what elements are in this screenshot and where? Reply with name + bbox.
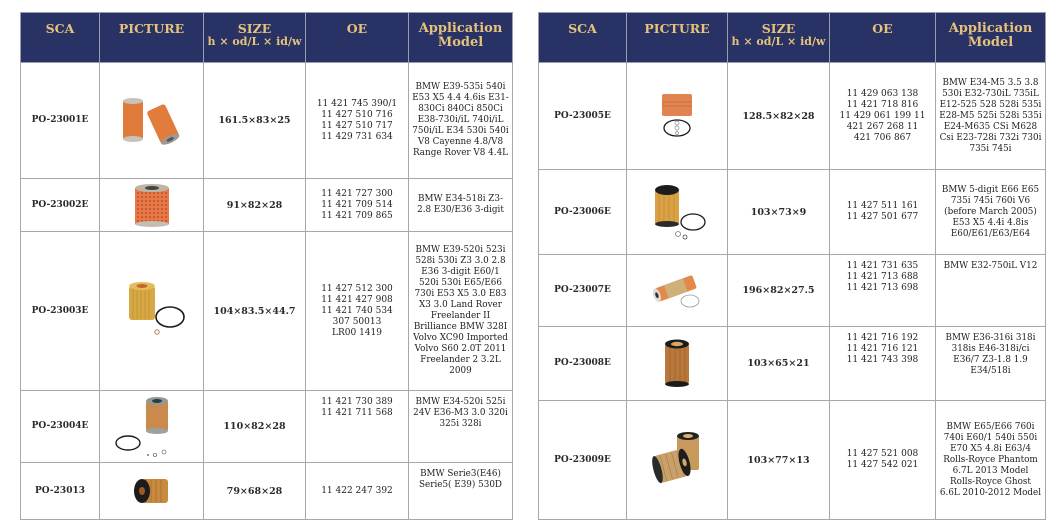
oe-number: 11 421 731 635 bbox=[846, 261, 919, 271]
oe-numbers bbox=[830, 327, 936, 401]
oe-number: 11 421 718 816 bbox=[846, 99, 919, 110]
oe-number: 11 421 727 300 bbox=[321, 188, 393, 199]
header-sca: SCA bbox=[539, 13, 627, 63]
application-model: BMW E39-535i 540i E53 X5 4.4 4.6is E31-830Ci 840Ci 850Ci E38-730i/iL 740i/iL 750i/iL E34 530i 540i V8 Cayenne 4.8/V8 Range Rover V8 4.4L bbox=[409, 63, 513, 179]
size-value: 103×73×9 bbox=[728, 170, 830, 255]
oe-number: 421 267 268 11 bbox=[846, 121, 919, 132]
size-value: 161.5×83×25 bbox=[204, 63, 306, 179]
oe-number: 11 427 501 677 bbox=[846, 212, 919, 222]
long-orange-filter-icon bbox=[652, 271, 702, 311]
size-value: 128.5×82×28 bbox=[728, 63, 830, 170]
picture-cell bbox=[100, 179, 204, 232]
oe-number: 11 421 716 192 bbox=[846, 333, 919, 343]
header-oe: OE bbox=[306, 13, 409, 63]
application-model: BMW E32-750iL V12 bbox=[936, 255, 1046, 327]
table-row bbox=[539, 327, 1046, 401]
size-value: 103×65×21 bbox=[728, 327, 830, 401]
yellow-cartridge-filter-with-oring-icon bbox=[117, 278, 187, 344]
oe-number: 11 429 061 199 11 bbox=[839, 110, 926, 121]
two-tan-cartridge-filters-icon bbox=[647, 430, 707, 490]
header-size-label: SIZE bbox=[237, 21, 272, 36]
oe-number: 11 421 713 688 bbox=[846, 272, 919, 282]
picture-cell bbox=[627, 401, 728, 520]
sca-code: PO-23005E bbox=[539, 63, 627, 170]
application-model: BMW E65/E66 760i 740i E60/1 540i 550i E70 X5 4.8i E63/4 Rolls-Royce Phantom 6.7L 2013 Model Rolls-Royce Ghost 6.6L 2010-2012 Model bbox=[936, 401, 1046, 520]
oe-number: 11 421 745 390/1 bbox=[316, 98, 398, 109]
oe-number: 11 421 730 389 bbox=[321, 397, 393, 407]
application-model: BMW E34-520i 525i 24V E36-M3 3.0 320i 325i 328i bbox=[409, 391, 513, 463]
oe-number: 11 421 709 514 bbox=[321, 199, 393, 210]
oe-number: 11 421 711 568 bbox=[321, 408, 393, 418]
oe-number: LR00 1419 bbox=[332, 327, 382, 338]
header-size-label: SIZE bbox=[761, 21, 796, 36]
picture-cell bbox=[627, 170, 728, 255]
oe-number: 11 427 542 021 bbox=[846, 460, 919, 470]
header-application-line2: Model bbox=[967, 35, 1014, 50]
table-row bbox=[21, 391, 513, 463]
application-model: BMW Serie3(E46) Serie5( E39) 530D bbox=[409, 463, 513, 520]
oe-number: 11 429 731 634 bbox=[321, 131, 393, 142]
oe-number: 11 421 713 698 bbox=[846, 283, 919, 293]
picture-cell bbox=[627, 255, 728, 327]
orange-perforated-filter-icon bbox=[132, 183, 172, 227]
sca-code: PO-23006E bbox=[539, 170, 627, 255]
size-value: 103×77×13 bbox=[728, 401, 830, 520]
two-orange-cartridge-filters-icon bbox=[117, 96, 187, 146]
header-picture: PICTURE bbox=[100, 13, 204, 63]
table-row bbox=[539, 170, 1046, 255]
table-row bbox=[21, 232, 513, 391]
header-row bbox=[539, 13, 1046, 63]
oe-numbers bbox=[830, 401, 936, 520]
oe-number: 11 422 247 392 bbox=[321, 485, 393, 496]
oe-number: 11 427 510 716 bbox=[321, 109, 393, 120]
application-model: BMW E39-520i 523i 528i 530i Z3 3.0 2.8 E36 3-digit E60/1 520i 530i E65/E66 730i E53 X5 3.0 E83 X3 3.0 Land Rover Freelander II Brilliance BMW 328I Volvo XC90 Imported Volvo S60 2.0T 2011 Freelander 2 3.2L 2009 bbox=[409, 232, 513, 391]
table-row bbox=[539, 401, 1046, 520]
size-value: 104×83.5×44.7 bbox=[204, 232, 306, 391]
oe-number: 11 421 716 121 bbox=[846, 344, 919, 354]
table-row bbox=[21, 179, 513, 232]
header-row bbox=[21, 13, 513, 63]
header-picture: PICTURE bbox=[627, 13, 728, 63]
oe-number: 11 421 427 908 bbox=[321, 294, 393, 305]
brown-cartridge-filter-icon bbox=[662, 339, 692, 389]
oe-number: 11 429 063 138 bbox=[846, 88, 919, 99]
application-model: BMW E36-316i 318i 318is E46-318i/ci E36/7 Z3-1.8 1.9 E34/518i bbox=[936, 327, 1046, 401]
oe-numbers bbox=[306, 232, 409, 391]
oe-numbers bbox=[306, 463, 409, 520]
header-sca: SCA bbox=[21, 13, 100, 63]
size-value: 79×68×28 bbox=[204, 463, 306, 520]
header-size-sub: h × od/L × id/w bbox=[207, 35, 302, 48]
oe-number: 307 50013 bbox=[332, 316, 382, 327]
application-model: BMW 5-digit E66 E65 735i 745i 760i V6 (before March 2005) E53 X5 4.4i 4.8is E60/E61/E63/E64 bbox=[936, 170, 1046, 255]
oe-number: 11 427 510 717 bbox=[321, 120, 393, 131]
header-size bbox=[204, 13, 306, 63]
table-row bbox=[539, 63, 1046, 170]
black-top-yellow-filter-with-oring-icon bbox=[645, 182, 709, 242]
sca-code: PO-23013 bbox=[21, 463, 100, 520]
picture-cell bbox=[100, 463, 204, 520]
sca-code: PO-23003E bbox=[21, 232, 100, 391]
sca-code: PO-23002E bbox=[21, 179, 100, 232]
table-row bbox=[539, 255, 1046, 327]
sca-code: PO-23009E bbox=[539, 401, 627, 520]
black-capped-filter-icon bbox=[130, 474, 174, 508]
oe-number: 11 421 743 398 bbox=[846, 355, 919, 365]
oe-numbers bbox=[306, 63, 409, 179]
header-application-line1: Application bbox=[948, 21, 1033, 36]
oe-number: 11 427 512 300 bbox=[321, 283, 393, 294]
header-application bbox=[936, 13, 1046, 63]
table-row bbox=[21, 463, 513, 520]
oe-numbers bbox=[830, 63, 936, 170]
header-size-sub: h × od/L × id/w bbox=[731, 35, 826, 48]
metal-capped-filter-with-seals-icon bbox=[112, 395, 192, 459]
picture-cell bbox=[100, 232, 204, 391]
size-value: 91×82×28 bbox=[204, 179, 306, 232]
header-application bbox=[409, 13, 513, 63]
oe-numbers bbox=[306, 179, 409, 232]
header-oe: OE bbox=[830, 13, 936, 63]
header-application-line1: Application bbox=[418, 21, 503, 36]
oe-number: 11 421 740 534 bbox=[321, 305, 393, 316]
picture-cell bbox=[100, 63, 204, 179]
sca-code: PO-23004E bbox=[21, 391, 100, 463]
orange-filter-with-oring-icon bbox=[657, 90, 697, 142]
size-value: 196×82×27.5 bbox=[728, 255, 830, 327]
oe-number: 11 427 521 008 bbox=[846, 449, 919, 459]
oe-numbers bbox=[830, 170, 936, 255]
sca-code: PO-23001E bbox=[21, 63, 100, 179]
left-filter-table bbox=[20, 12, 513, 520]
sca-code: PO-23008E bbox=[539, 327, 627, 401]
oe-numbers bbox=[306, 391, 409, 463]
table-row bbox=[21, 63, 513, 179]
size-value: 110×82×28 bbox=[204, 391, 306, 463]
header-size bbox=[728, 13, 830, 63]
picture-cell bbox=[627, 327, 728, 401]
oe-number: 11 421 709 865 bbox=[321, 210, 393, 221]
picture-cell bbox=[100, 391, 204, 463]
oe-numbers bbox=[830, 255, 936, 327]
oe-number: 11 427 511 161 bbox=[846, 201, 919, 211]
picture-cell bbox=[627, 63, 728, 170]
right-filter-table bbox=[538, 12, 1046, 520]
header-application-line2: Model bbox=[437, 35, 484, 50]
application-model: BMW E34-M5 3.5 3.8 530i E32-730iL 735iL E12-525 528 528i 535i E28-M5 525i 528i 535i E24-M635 CSi M628 Csi E23-728i 732i 730i 735i 745i bbox=[936, 63, 1046, 170]
oe-number: 421 706 867 bbox=[853, 132, 912, 143]
sca-code: PO-23007E bbox=[539, 255, 627, 327]
application-model: BMW E34-518i Z3-2.8 E30/E36 3-digit bbox=[409, 179, 513, 232]
